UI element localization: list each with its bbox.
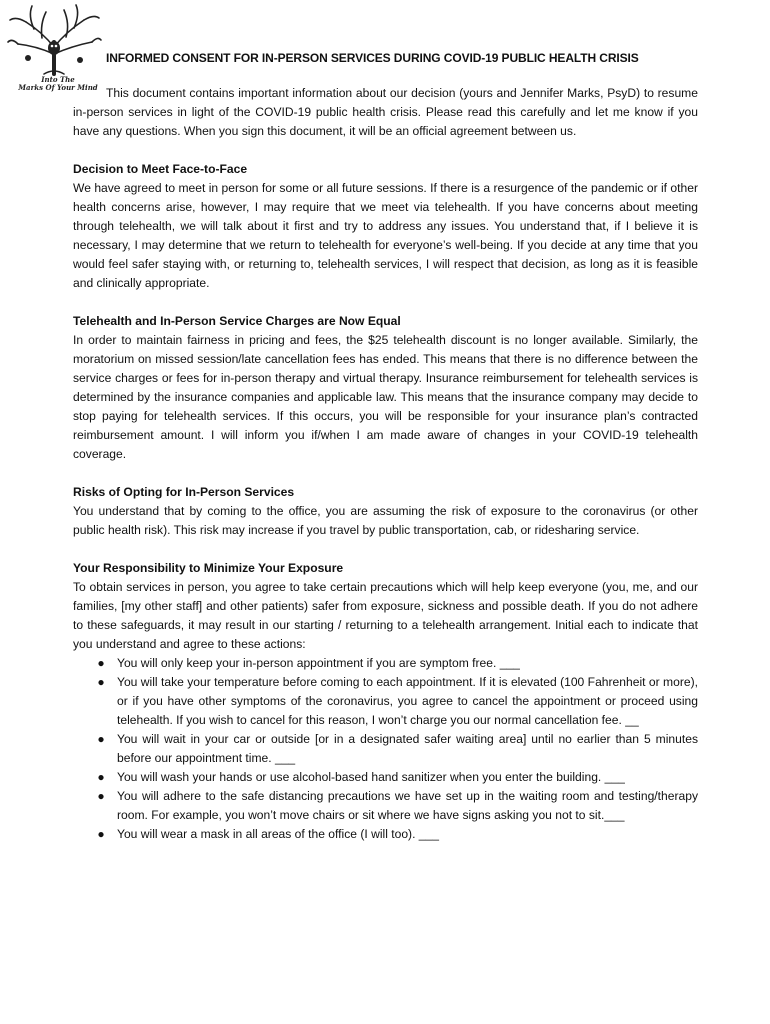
section-body: In order to maintain fairness in pricing and fees, the $25 telehealth discount is no longer available. Similarly, the moratorium on missed session/late cancellation fees has ended. This means that there is no difference between the service charges or fees for in-person therapy and virtual therapy. Insurance reimbursement for telehealth services is determined by the insurance companies and applicable law. This means that the insurance company may decide to stop paying for telehealth services. If this occurs, you will be responsible for your insurance plan’s contracted reimbursement amount. I will inform you if/when I am made aware of changes in your COVID-19 telehealth coverage. <box>73 333 698 461</box>
intro-paragraph: This document contains important information about our decision (yours and Jennifer Marks, PsyD) to resume in-person services in light of the COVID-19 public health crisis. Please read this carefully and let me know if you have any questions. When you sign this document, it will be an official agreement between us. <box>73 86 698 138</box>
section-heading: Telehealth and In-Person Service Charges are Now Equal <box>73 314 401 328</box>
logo-text-line1: Into The <box>41 75 75 84</box>
bullet-icon: ● <box>97 770 105 784</box>
section-decision <box>73 160 698 293</box>
list-item-text: You will wear a mask in all areas of the office (I will too). ___ <box>117 827 439 841</box>
bullet-icon: ● <box>97 827 105 841</box>
precautions-list <box>73 654 698 844</box>
list-item <box>97 768 698 787</box>
document-title: INFORMED CONSENT FOR IN-PERSON SERVICES DURING COVID-19 PUBLIC HEALTH CRISIS <box>106 51 639 65</box>
list-item-text: You will wash your hands or use alcohol-based hand sanitizer when you enter the building. ___ <box>117 770 625 784</box>
list-item-text: You will only keep your in-person appointment if you are symptom free. ___ <box>117 656 520 670</box>
list-item-text: You will wait in your car or outside [or in a designated safer waiting area] until no earlier than 5 minutes before our appointment time. ___ <box>117 732 698 765</box>
list-item <box>97 787 698 825</box>
list-item-text: You will adhere to the safe distancing precautions we have set up in the waiting room and testing/therapy room. For example, you won’t move chairs or sit where we have signs asking you not to sit.___ <box>117 789 698 822</box>
section-charges <box>73 312 698 464</box>
list-item-text: You will take your temperature before coming to each appointment. If it is elevated (100 Fahrenheit or more), or if you have other symptoms of the coronavirus, you agree to cancel the appointment or proceed using telehealth. If you wish to cancel for this reason, I won’t charge you our normal cancellation fee. __ <box>117 675 698 727</box>
section-risks <box>73 483 698 540</box>
section-heading: Your Responsibility to Minimize Your Exposure <box>73 561 344 575</box>
section-body: To obtain services in person, you agree to take certain precautions which will help keep everyone (you, me, and our families, [my other staff] and other patients) safer from exposure, sickness and possible death. If you do not adhere to these safeguards, it may result in our starting / returning to a telehealth arrangement. Initial each to indicate that you understand and agree to these actions: <box>73 580 698 651</box>
document-body <box>73 84 698 844</box>
bullet-icon: ● <box>97 675 105 689</box>
section-heading: Risks of Opting for In-Person Services <box>73 485 295 499</box>
list-item <box>97 730 698 768</box>
section-responsibility <box>73 559 698 844</box>
bullet-icon: ● <box>97 789 105 803</box>
list-item <box>97 673 698 730</box>
section-body: You understand that by coming to the office, you are assuming the risk of exposure to the coronavirus (or other public health risk). This risk may increase if you travel by public transportation, cab, or ridesharing service. <box>73 504 698 537</box>
section-body: We have agreed to meet in person for some or all future sessions. If there is a resurgence of the pandemic or if other health concerns arise, however, I may require that we meet via telehealth. If you have concerns about meeting through telehealth, we will talk about it first and try to address any issues. You understand that, if I believe it is necessary, I may determine that we return to telehealth for everyone’s well-being. If you decide at any time that you would feel safer staying with, or returning to, telehealth services, I will respect that decision, as long as it is feasible and clinically appropriate. <box>73 181 698 290</box>
list-item <box>97 825 698 844</box>
bullet-icon: ● <box>97 732 105 746</box>
bullet-icon: ● <box>97 656 105 670</box>
section-heading: Decision to Meet Face-to-Face <box>73 162 248 176</box>
list-item <box>97 654 698 673</box>
logo-text-line2: Marks Of Your Mind <box>18 83 98 92</box>
